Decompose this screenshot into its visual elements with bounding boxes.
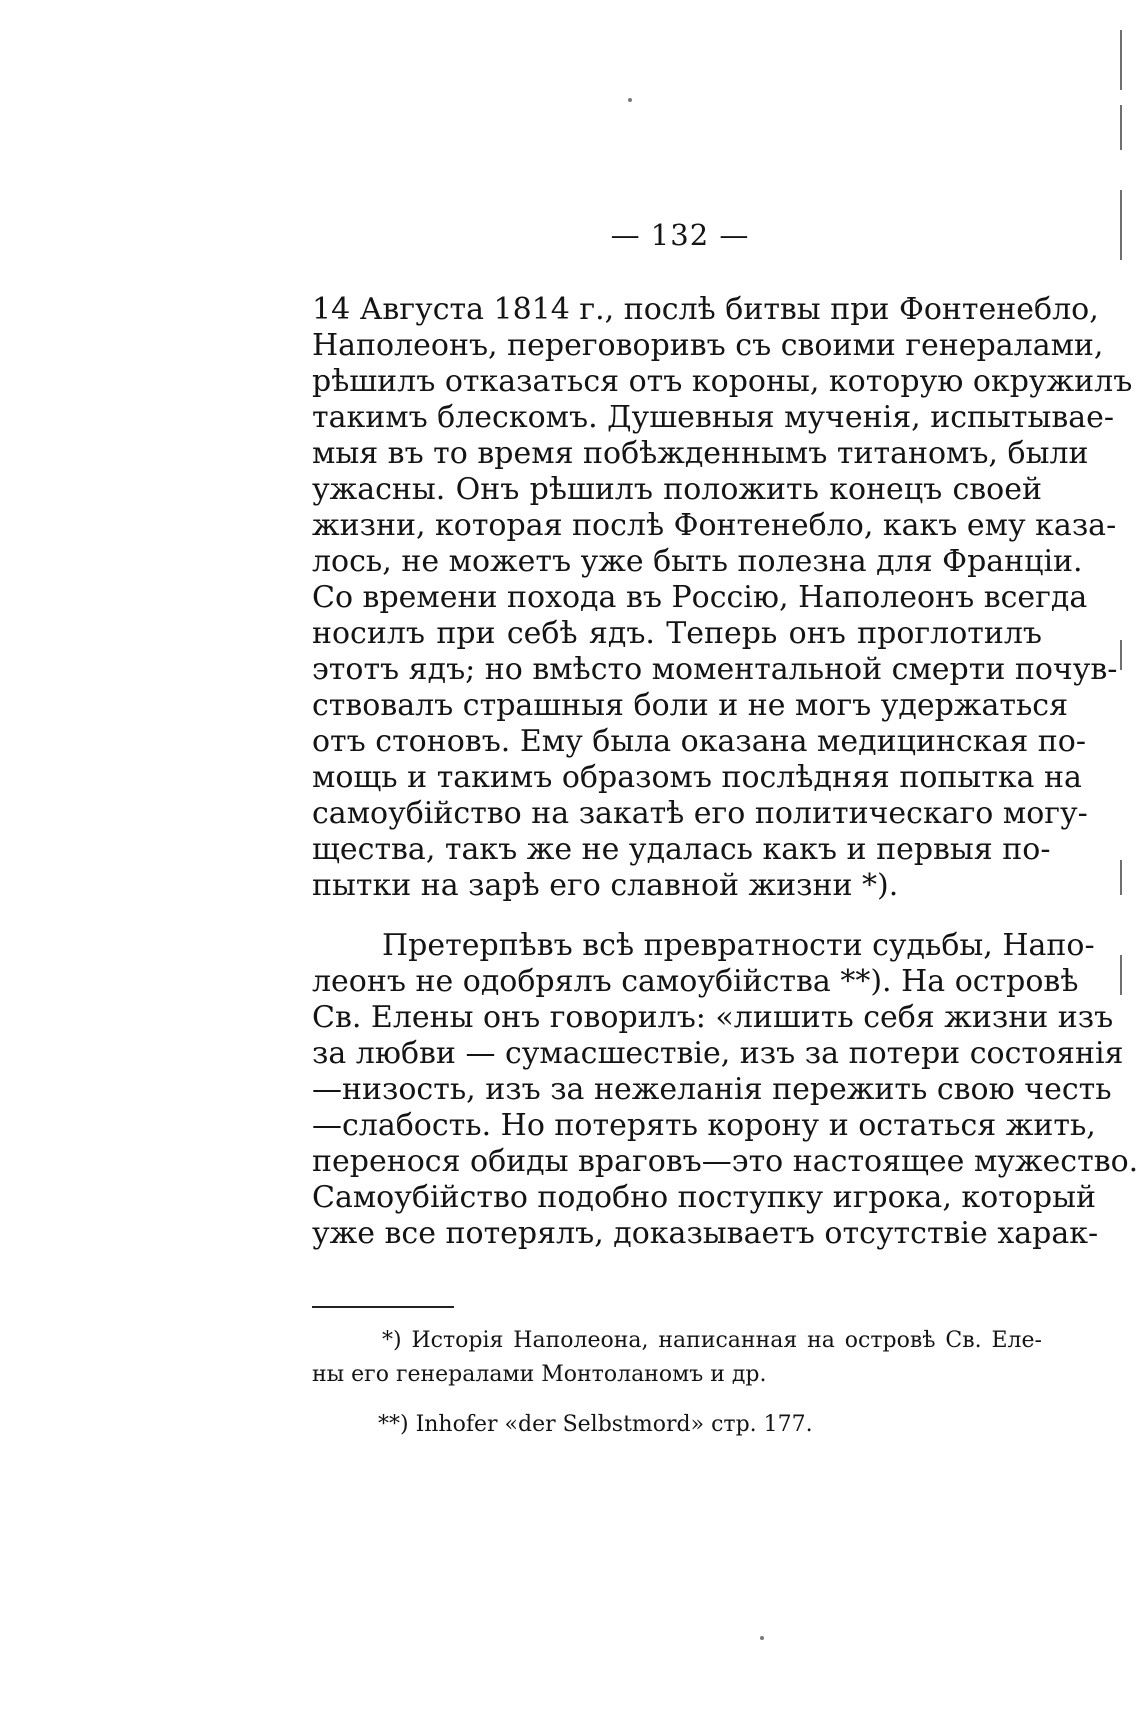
scan-speck: [628, 98, 632, 102]
text-line: леонъ не одобрялъ самоубійства **). На островѣ: [312, 964, 1079, 999]
text-line: лось, не можетъ уже быть полезна для Франціи.: [312, 544, 1083, 579]
footnotes: [312, 1324, 1042, 1442]
text-line: такимъ блескомъ. Душевныя мученія, испытывае-: [312, 400, 1115, 435]
footnote-line: *) Исторія Наполеона, написанная на островѣ Св. Еле-: [382, 1328, 1042, 1353]
footnote-line: ны его генералами Монтоланомъ и др.: [312, 1362, 767, 1387]
text-line: рѣшилъ отказаться отъ короны, которую окружилъ: [312, 364, 1133, 399]
scan-edge-mark: [1120, 860, 1122, 895]
text-line: носилъ при себѣ ядъ. Теперь онъ проглотилъ: [312, 616, 1042, 651]
text-line: ствовалъ страшныя боли и не могъ удержаться: [312, 688, 1069, 723]
scan-edge-mark: [1120, 105, 1122, 150]
text-line: Самоубійство подобно поступку игрока, который: [312, 1180, 1096, 1215]
scan-edge-mark: [1120, 640, 1122, 670]
text-line: ужасны. Онъ рѣшилъ положить конецъ своей: [312, 472, 1042, 507]
text-line: за любви — сумасшествіе, изъ за потери состоянія: [312, 1036, 1124, 1071]
text-line: отъ стоновъ. Ему была оказана медицинская по-: [312, 724, 1086, 759]
scan-edge-mark: [1120, 955, 1122, 995]
text-line: Со времени похода въ Россію, Наполеонъ всегда: [312, 580, 1088, 615]
page-number: — 132 —: [610, 218, 750, 252]
text-line: мощь и такимъ образомъ послѣдняя попытка на: [312, 760, 1082, 795]
scan-edge-mark: [1120, 30, 1122, 90]
text-line: перенося обиды враговъ—это настоящее мужество.: [312, 1144, 1139, 1179]
body-text: [312, 292, 1139, 1252]
text-line: Наполеонъ, переговоривъ съ своими генералами,: [312, 328, 1104, 363]
text-line: мыя въ то время побѣжденнымъ титаномъ, были: [312, 436, 1089, 471]
scan-speck: [760, 1636, 764, 1640]
text-line: 14 Августа 1814 г., послѣ битвы при Фонтенебло,: [312, 292, 1099, 327]
footnote-line: **) Inhofer «der Selbstmord» стр. 177.: [378, 1412, 813, 1437]
text-line: самоубійство на закатѣ его политическаго могу-: [312, 796, 1088, 831]
text-line: пытки на зарѣ его славной жизни *).: [312, 868, 899, 903]
text-line: жизни, которая послѣ Фонтенебло, какъ ему каза-: [312, 508, 1117, 543]
footnote-divider: [312, 1306, 454, 1308]
text-line: —слабость. Но потерять корону и остаться жить,: [312, 1108, 1096, 1143]
paragraph-gap: [312, 904, 1042, 928]
text-line: уже все потерялъ, доказываетъ отсутствіе харак-: [312, 1216, 1099, 1251]
text-line: —низость, изъ за нежеланія пережить свою честь: [312, 1072, 1112, 1107]
text-line: Св. Елены онъ говорилъ: «лишить себя жизни изъ: [312, 1000, 1114, 1035]
text-line: этотъ ядъ; но вмѣсто моментальной смерти почув-: [312, 652, 1118, 687]
footnote-gap: [312, 1392, 1042, 1408]
text-line: Претерпѣвъ всѣ превратности судьбы, Напо-: [382, 928, 1095, 963]
scan-edge-mark: [1120, 190, 1122, 260]
text-line: щества, такъ же не удалась какъ и первыя по-: [312, 832, 1051, 867]
